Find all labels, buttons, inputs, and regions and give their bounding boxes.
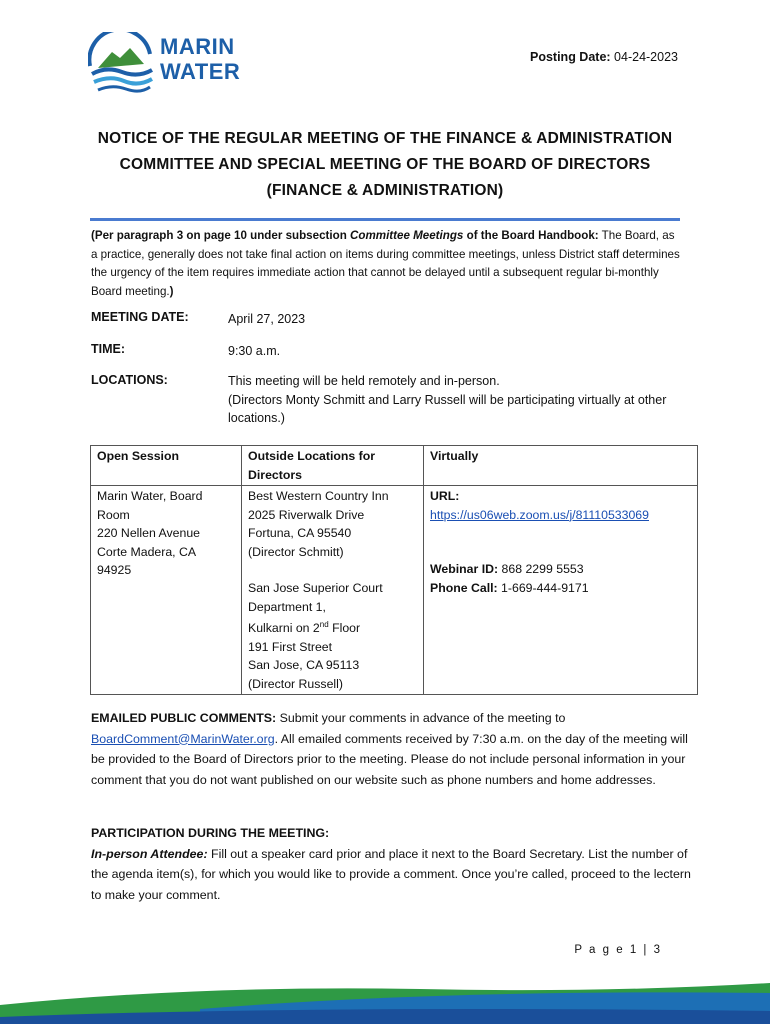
open-session-line: 220 Nellen Avenue — [97, 526, 201, 540]
phone-call-value: 1-669-444-9171 — [497, 580, 589, 595]
outside-location-line: Fortuna, CA 95540 — [248, 526, 352, 540]
open-session-line: Corte Madera, CA — [97, 544, 197, 559]
header-outside-locations: Outside Locations for Directors — [242, 446, 424, 486]
floor-suffix: nd — [319, 620, 329, 629]
outside-location-line: 2025 Riverwalk Drive — [248, 507, 365, 522]
table-row — [91, 486, 698, 695]
emailed-comments — [91, 708, 691, 790]
participation-heading: PARTICIPATION DURING THE MEETING: — [91, 826, 330, 840]
phone-call-label: Phone Call: — [430, 580, 498, 595]
page-number: P a g e 1 | 3 — [574, 944, 662, 956]
outside-location-line: San Jose Superior Court — [248, 581, 383, 595]
spacer — [248, 561, 417, 579]
handbook-intro — [91, 227, 683, 301]
comments-text-2: . All emailed comments received by 7:30 a.m. on the day of the meeting will be provided to the Board of Directors prior to the meeting. Please do not include personal information in your comment that you do not want published on our website such as phone numbers and home addresses. — [91, 731, 688, 787]
logo-wordmark — [160, 34, 240, 84]
footer-wave-icon — [0, 975, 770, 1024]
meeting-date-value: April 27, 2023 — [228, 312, 306, 326]
logo-line-1: MARIN — [160, 34, 235, 59]
in-person-attendee — [91, 844, 691, 906]
board-comment-email-link[interactable]: BoardComment@MarinWater.org — [91, 731, 275, 746]
outside-location-line: Department 1, — [248, 599, 326, 614]
locations-line-1: This meeting will be held remotely and in-person. — [228, 374, 500, 388]
header-open-session: Open Session — [91, 446, 242, 486]
attendee-text: Fill out a speaker card prior and place it next to the Board Secretary. List the number of the agenda item(s), for which you would like to provide a comment. Once you’re called, proceed to the lectern to make your comment. — [91, 846, 691, 902]
open-session-line: 94925 — [97, 563, 132, 577]
outside-location-line — [248, 616, 417, 638]
spacer — [430, 524, 691, 542]
outside-location-line: (Director Schmitt) — [248, 544, 344, 559]
floor-text: Kulkarni on 2 — [248, 621, 320, 636]
posting-date — [530, 50, 678, 64]
intro-lead-2: of the Board Handbook: — [463, 229, 599, 242]
open-session-line: Room — [97, 507, 130, 522]
title-divider — [90, 218, 680, 221]
open-session-cell — [91, 486, 242, 695]
locations-value — [228, 372, 678, 428]
webinar-id-label: Webinar ID: — [430, 562, 499, 576]
intro-body: The Board, as a practice, generally does not take final action on items during committee meetings, unless District staff determines the urgency of the item requires immediate action that cannot be delayed until a subsequent regular bi-monthly Board meeting. — [91, 229, 680, 298]
time-label: TIME: — [91, 342, 126, 356]
title-line-1: NOTICE OF THE REGULAR MEETING OF THE FINANCE & ADMINISTRATION — [97, 130, 673, 147]
intro-lead: (Per paragraph 3 on page 10 under subsection — [91, 229, 350, 242]
meeting-date-label: MEETING DATE: — [91, 310, 189, 324]
floor-text-end: Floor — [328, 621, 361, 636]
marin-water-logo — [88, 32, 248, 102]
outside-location-line: 191 First Street — [248, 639, 333, 654]
title-line-2: COMMITTEE AND SPECIAL MEETING OF THE BOARD OF DIRECTORS — [119, 156, 651, 173]
marin-water-logo-mark-icon — [88, 32, 158, 102]
outside-location-line: San Jose, CA 95113 — [248, 658, 360, 673]
locations-table — [90, 445, 698, 695]
intro-subsection: Committee Meetings — [350, 229, 464, 242]
webinar-id-value: 868 2299 5553 — [498, 562, 584, 576]
posting-date-value: 04-24-2023 — [614, 50, 678, 64]
header-virtually: Virtually — [424, 446, 698, 486]
locations-label: LOCATIONS: — [91, 373, 168, 387]
title-line-3: (FINANCE & ADMINISTRATION) — [266, 182, 504, 199]
spacer — [430, 542, 691, 560]
locations-line-2: (Directors Monty Schmitt and Larry Russell will be participating virtually at other locations.) — [228, 392, 667, 425]
webinar-id — [430, 560, 691, 579]
outside-location-line: (Director Russell) — [248, 676, 343, 691]
intro-close: ) — [169, 284, 174, 298]
comments-label: EMAILED PUBLIC COMMENTS: — [91, 711, 277, 725]
url-label: URL: — [430, 489, 460, 503]
logo-line-2: WATER — [160, 59, 241, 84]
open-session-line: Marin Water, Board — [97, 489, 203, 503]
outside-locations-cell — [242, 486, 424, 695]
virtual-cell — [424, 486, 698, 695]
attendee-label: In-person Attendee: — [91, 846, 208, 861]
outside-location-line: Best Western Country Inn — [248, 489, 389, 503]
posting-date-label: Posting Date: — [530, 50, 611, 64]
table-header-row — [91, 446, 698, 486]
comments-text-1: Submit your comments in advance of the meeting to — [276, 711, 566, 725]
notice-title — [80, 126, 690, 204]
phone-call — [430, 579, 691, 598]
time-value: 9:30 a.m. — [228, 344, 281, 358]
participation-section — [91, 823, 691, 905]
zoom-link[interactable]: https://us06web.zoom.us/j/81110533069 — [430, 507, 649, 522]
